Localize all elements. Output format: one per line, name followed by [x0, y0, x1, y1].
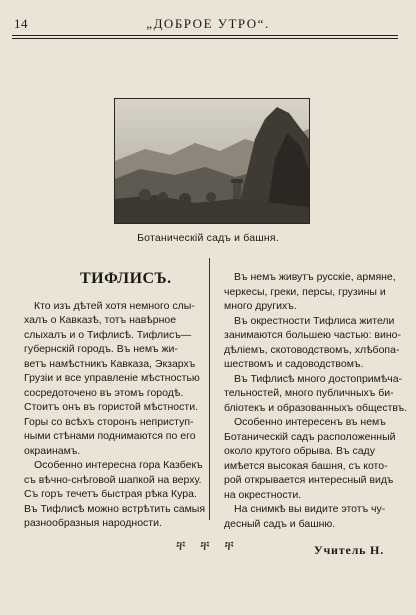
text-line: халъ о Кавказѣ, тотъ навѣрное [24, 314, 177, 326]
botanical-garden-photo [114, 98, 310, 224]
article-right-column [224, 270, 408, 531]
text-line: около крутого обрыва. Въ саду [224, 445, 375, 457]
text-line: черкесы, греки, персы, грузины и [224, 285, 386, 298]
text-line: Особенно интересна гора Казбекъ [34, 459, 203, 471]
left-paragraph [24, 299, 206, 531]
text-line: Въ Тифлисѣ можно встрѣтить самыя [24, 502, 206, 515]
article-title: ТИФЛИСЪ. [80, 270, 172, 287]
text-line: Особенно интересенъ въ немъ [234, 416, 386, 428]
text-line: шествомъ и садоводствомъ. [224, 358, 364, 370]
author-signature: Учитель Н. [313, 543, 384, 557]
text-line: бліотекъ и образованныхъ обществъ. [224, 401, 408, 414]
text-line: Съ горъ течетъ быстрая рѣка Кура. [24, 488, 197, 500]
text-line: Въ немъ живутъ русскіе, армяне, [234, 271, 396, 283]
text-line: Кто изъ дѣтей хотя немного слы- [34, 299, 195, 312]
text-line: окраинамъ. [24, 444, 81, 457]
text-line: Въ окрестности Тифлиса жители [234, 314, 395, 327]
right-paragraph [224, 270, 408, 531]
text-line: десный садъ и башню. [224, 517, 336, 530]
text-line: сосредоточено въ этомъ городѣ. [24, 386, 184, 399]
page-number: 14 [14, 16, 28, 31]
header-rule [12, 35, 398, 39]
photo-caption: Ботаническій садъ и башня. [137, 232, 279, 244]
column-divider [209, 258, 210, 520]
text-line: ными стѣнами поднимаются по его [24, 430, 196, 442]
ornament-divider: ቸ ቸ ቸ [176, 538, 240, 553]
text-line: ветъ намѣстникъ Кавказа, Экзархъ [24, 357, 196, 370]
text-line: Стоитъ онъ въ гористой мѣстности. [24, 401, 198, 413]
text-line: на окрестности. [224, 488, 302, 501]
article-left-column [24, 264, 206, 531]
text-line: имѣется высокая башня, съ кото- [224, 459, 388, 472]
journal-title: „ДОБРОЕ УТРО“. [146, 16, 270, 31]
text-line: разнообразныя народности. [24, 517, 162, 529]
text-line: занимаются большею частью: вино- [224, 329, 401, 341]
text-line: слыхалъ и о Тифлисѣ. Тифлисъ— [24, 328, 192, 341]
text-line: Грузіи и все управленіе мѣстностью [24, 372, 200, 384]
text-line: губернскій городъ. Въ немъ жи- [24, 343, 178, 355]
text-line: дѣліемъ, скотоводствомъ, хлѣбопа- [224, 343, 400, 356]
text-line: Ботаническій садъ расположенный [224, 430, 396, 443]
text-line: много другихъ. [224, 300, 297, 312]
text-line: Горы со всѣхъ сторонъ неприступ- [24, 415, 194, 428]
landscape-illustration [115, 99, 309, 223]
text-line: рой открывается интересный видъ [224, 474, 394, 486]
text-line: Въ Тифлисѣ много достопримѣча- [234, 372, 403, 385]
text-line: На снимкѣ вы видите этотъ чу- [234, 503, 386, 515]
text-line: тельностей, много публичныхъ би- [224, 387, 394, 399]
text-line: съ вѣчно-снѣговой шапкой на верху. [24, 473, 202, 486]
